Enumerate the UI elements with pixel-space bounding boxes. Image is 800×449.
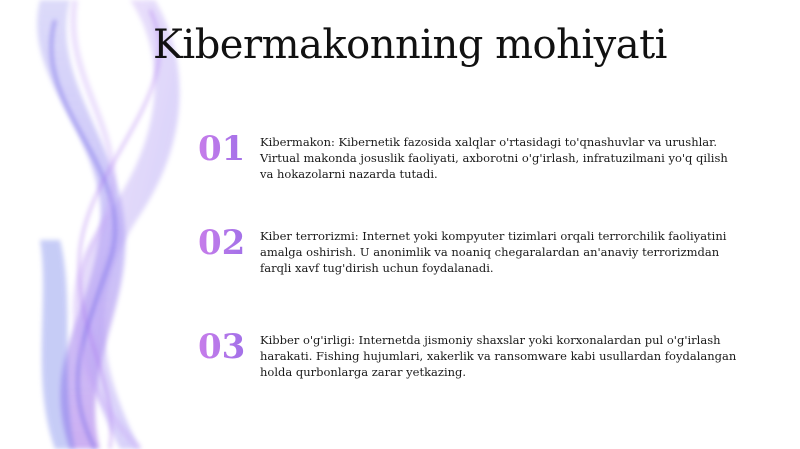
- slide-title: Kibermakonning mohiyati: [153, 22, 667, 68]
- item-number: 02: [198, 226, 254, 260]
- item-text: Kibber o'g'irligi: Internetda jismoniy shaxslar yoki korxonalardan pul o'g'irlash harakati. Fishing hujumlari, xakerlik va ransomware kabi usullardan foydalangan holda qurbonlarga zarar yetkazing.: [260, 333, 737, 379]
- item-text: Kibermakon: Kibernetik fazosida xalqlar o'rtasidagi to'qnashuvlar va urushlar. Virtual makonda josuslik faoliyati, axborotni o'g'irlash, infratuzilmani yo'q qilish va hokazolarni nazarda tutadi.: [260, 135, 728, 181]
- item-text: Kiber terrorizmi: Internet yoki kompyuter tizimlari orqali terrorchilik faoliyatini amalga oshirish. U anonimlik va noaniq chegaralardan an'anaviy terrorizmdan farqli xavf tug'dirish uchun foydalanadi.: [260, 229, 727, 275]
- item-number: 01: [198, 132, 254, 166]
- item-number: 03: [198, 330, 254, 364]
